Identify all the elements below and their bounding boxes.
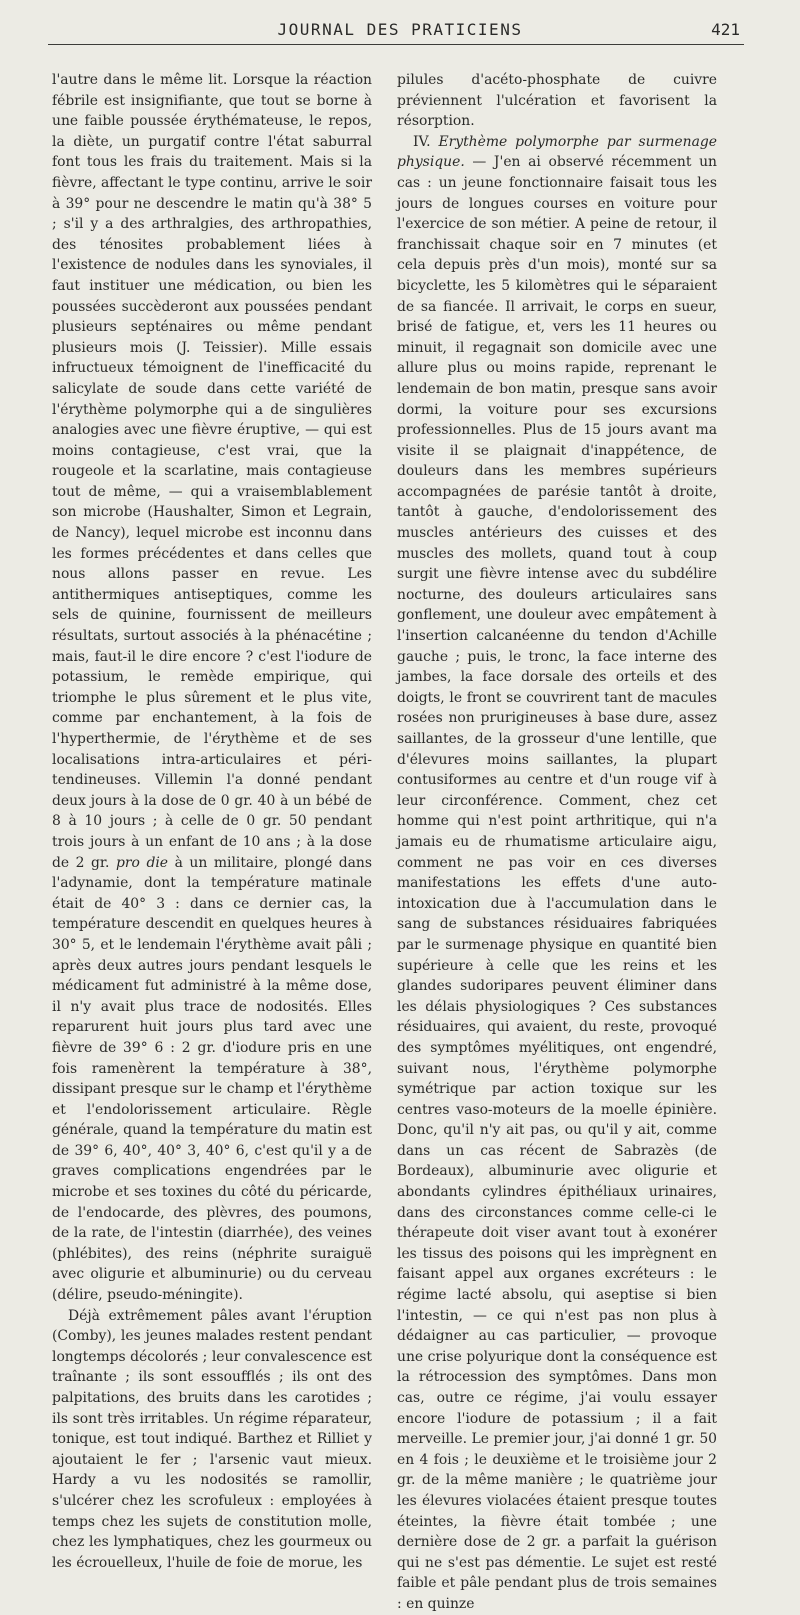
right-paragraph-1: pilules d'acéto-phosphate de cuivre préviennent l'ulcération et favorisent la résorption. [397,72,717,130]
right-column [397,70,717,1615]
left-p1-continued: à un militaire, plongé dans l'adynamie, dont la température matinale était de 40° 3 : dans ce dernier cas, la température descendit en quelques heures à 30° 5, et le lendemain l'érythème avait pâli ; après deux autres jours pendant lesquels le médicament fut administré à la même dose, il n'y avait plus trace de nodosités. Elles reparurent huit jours plus tard avec une fièvre de 39° 6 : 2 gr. d'iodure pris en une fois ramenèrent la température à 38°, dissipant presque sur le champ et l'érythème et l'endolorissement articulaire. Règle générale, quand la température du matin est de 39° 6, 40°, 40° 3, 40° 6, c'est qu'il y a de graves complications engendrées par le microbe et ses toxines du côté du péricarde, de l'endocarde, des plèvres, des poumons, de la rate, de l'intestin (diarrhée), des veines (phlébites), des reins (néphrite suraiguë avec oligurie et albuminurie) ou du cerveau (délire, pseudo-méningite). [52,854,372,1304]
section-number: IV. [413,133,431,150]
left-p1-emphasis: pro die [116,854,169,871]
right-p2-text: — J'en ai observé récemment un cas : un jeune fonctionnaire faisait tous les jours de longues courses en voiture pour l'exercice de son métier. A peine de retour, il franchissait chaque soir en 7 minutes (et cela depuis près d'un mois), monté sur sa bicyclette, les 5 kilomètres qui le séparaient de sa fiancée. Il arrivait, le corps en sueur, brisé de fatigue, et, vers les 11 heures ou minuit, il regagnait son domicile avec une allure plus ou moins rapide, reprenant le lendemain de bon matin, presque sans avoir dormi, la voiture pour ses excursions professionnelles. Plus de 15 jours avant ma visite il se plaignait d'inappétence, de douleurs dans les membres supérieurs accompagnées de parésie tantôt à droite, tantôt à gauche, d'endolorissement des muscles antérieurs des cuisses et des muscles des mollets, quand tout à coup surgit une fièvre intense avec du subdélire nocturne, des douleurs articulaires sans gonflement, une douleur avec empâtement à l'insertion calcanéenne du tendon d'Achille gauche ; puis, le tronc, la face interne des jambes, la face dorsale des orteils et des doigts, le front se couvrirent tant de macules rosées non prurigineuses à base dure, assez saillantes, de la grosseur d'une lentille, que d'élevures moins saillantes, la plupart contusiformes au centre et d'un rouge vif à leur circonférence. Comment, chez cet homme qui n'est point arthritique, qui n'a jamais eu de rhumatisme articulaire aigu, comment ne pas voir en ces diverses manifestations les effets d'une auto-intoxication due à l'accumulation dans le sang de substances résiduaires fabriquées par le surmenage physique en quantité bien supérieure à celle que les reins et les glandes sudoripares peuvent éliminer dans les délais physiologiques ? Ces substances résiduaires, qui avaient, du reste, provoqué des symptômes myélitiques, ont engendré, suivant nous, l'érythème polymorphe symétrique par action toxique sur les centres vaso-moteurs de la moelle épinière. Donc, qu'il n'y ait pas, ou qu'il y ait, comme dans un cas récent de Sabrazès (de Bordeaux), albuminurie avec oligurie et abondants cylindres épithéliaux urinaires, dans des circonstances comme celle-ci le thérapeute doit viser avant tout à exonérer les tissus des poisons qui les imprègnent en faisant appel aux organes excréteurs : le régime lacté absolu, qui aseptise si bien l'intestin, — ce qui n'est pas non plus à dédaigner au cas particulier, — provoque une crise polyurique dont la conséquence est la rétrocession des symptômes. Dans mon cas, outre ce régime, j'ai voulu essayer encore l'iodure de potassium ; il a fait merveille. Le premier jour, j'ai donné 1 gr. 50 en 4 fois ; le deuxième et le troisième jour 2 gr. de la même manière ; le quatrième jour les élevures violacées étaient presque toutes éteintes, la fièvre était tombée ; une dernière dose de 2 gr. a parfait la guérison qui ne s'est pas démentie. Le sujet est resté faible et pâle pendant plus de trois semaines : en quinze [397,154,717,1612]
left-paragraph-1 [52,70,372,1306]
left-paragraph-2: Déjà extrêmement pâles avant l'éruption (Comby), les jeunes malades restent pendant longtemps décolorés ; leur convalescence est traînante ; ils sont essoufflés ; ils ont des palpitations, des bruits dans les carotides ; ils sont très irritables. Un régime réparateur, tonique, est tout indiqué. Barthez et Rilliet y ajoutaient le fer ; l'arsenic vaut mieux. Hardy a vu les nodosités se ramollir, s'ulcérer chez les scrofuleux : employées à temps chez les sujets de constitution molle, chez les lymphatiques, chez les gourmeux ou les écrouelleux, l'huile de foie de morue, les [52,1307,372,1571]
section-title: Erythème polymorphe par surmenage physique. [397,133,717,171]
journal-title: JOURNAL DES PRATICIENS [277,20,523,39]
header-rule [48,44,744,45]
right-paragraph-2 [397,132,717,1615]
left-p1-text: l'autre dans le même lit. Lorsque la réaction fébrile est insignifiante, que tout se borne à une faible poussée érythémateuse, le repos, la diète, un purgatif contre l'état saburral font tous les frais du traitement. Mais si la fièvre, affectant le type continu, arrive le soir à 39° pour ne descendre le matin qu'à 38° 5 ; s'il y a des arthralgies, des arthropathies, des ténosites probablement liées à l'existence de nodules dans les synoviales, il faut instituer une médication, ou bien les poussées succèderont aux poussées pendant plusieurs septénaires ou même pendant plusieurs mois (J. Teissier). Mille essais infructueux témoignent de l'inefficacité du salicylate de soude dans cette variété de l'érythème polymorphe qui a de singulières analogies avec une fièvre éruptive, — qui est moins contagieuse, c'est vrai, que la rougeole et la scarlatine, mais contagieuse tout de même, — qui a vraisemblablement son microbe (Haushalter, Simon et Legrain, de Nancy), lequel microbe est inconnu dans les formes précédentes et dans celles que nous allons passer en revue. Les antithermiques antiseptiques, comme les sels de quinine, fournissent de meilleurs résultats, surtout associés à la phénacétine ; mais, faut-il le dire encore ? c'est l'iodure de potassium, le remède empirique, qui triomphe le plus sûrement et le plus vite, comme par enchantement, à la fois de l'hyperthermie, de l'érythème et de ses localisations intra-articulaires et péri-tendineuses. Villemin l'a donné pendant deux jours à la dose de 0 gr. 40 à un bébé de 8 à 10 jours ; à celle de 0 gr. 50 pendant trois jours à un enfant de 10 ans ; à la dose de 2 gr. [52,72,372,871]
running-header [0,14,800,40]
page-number: 421 [711,20,740,39]
left-column [52,70,372,1573]
